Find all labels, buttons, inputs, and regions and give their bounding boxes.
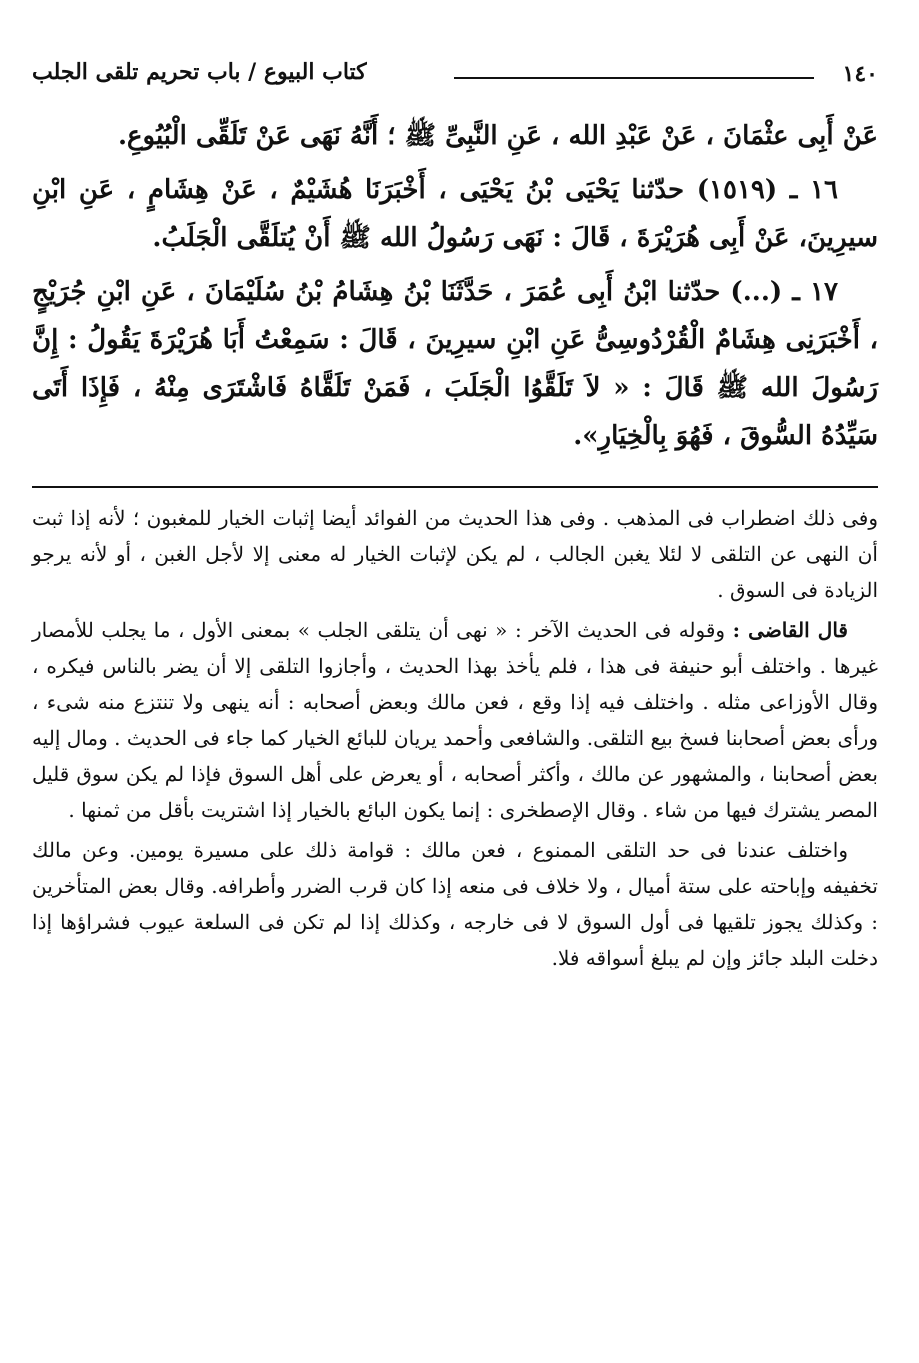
hadith-paragraph: عَنْ أَبِى عثْمَانَ ، عَنْ عَبْدِ الله ، عَنِ النَّبِىِّ ﷺ ؛ أَنَّهُ نَهَى عَنْ تَلَقِّى الْبُيُوعِ. bbox=[117, 121, 878, 151]
hadith-paragraph: ١٧ ـ (...) حدّثنا ابْنُ أَبِى عُمَرَ ، حَدَّثَنَا بْنُ هِشَامُ بْنُ سُلَيْمَانَ ، عَنِ ابْنِ جُرَيْجٍ ، أَخْبَرَنِى هِشَامٌ الْقُرْدُوسِىُّ عَنِ ابْنِ سيرِينَ ، قَالَ : سَمِعْتُ أَبَا هُرَيْرَةَ يَقُولُ : إِنَّ رَسُولَ الله ﷺ قَالَ : « لاَ تَلَقَّوُا الْجَلَبَ ، فَمَنْ تَلَقَّاهُ فَاشْتَرَى مِنْهُ ، فَإِذَا أَتَى سَيِّدُهُ السُّوقَ ، فَهُوَ بِالْخِيَارِ». bbox=[32, 277, 879, 451]
page-header bbox=[32, 55, 878, 95]
hadith-paragraph: ١٦ ـ (١٥١٩) حدّثنا يَحْيَى بْنُ يَحْيَى ، أَخْبَرَنَا هُشَيْمٌ ، عَنْ هِشَامٍ ، عَنِ ابْنِ سيرِينَ، عَنْ أَبِى هُرَيْرَةَ ، قَالَ : نَهَى رَسُولُ الله ﷺ أَنْ يُتلَقَّى الْجَلَبُ. bbox=[32, 175, 878, 253]
commentary-paragraph: واختلف عندنا فى حد التلقى الممنوع ، فعن مالك : قوامة ذلك على مسيرة يومين. وعن مالك تخفيفه وإباحته على ستة أميال ، ولا خلاف فى منعه إذا كان قرب الضرر وأطرافه. وقال بعض المتأخرين : وكذلك يجوز تلقيها فى أول السوق لا فى خارجه ، وكذلك إذا لم تكن فى السلعة عيوب فشراؤها إذا دخلت البلد جائز وإن لم يبلغ أسواقه فلا. bbox=[32, 838, 878, 970]
header-rule bbox=[454, 77, 814, 79]
page-number: ١٤٠ bbox=[842, 61, 878, 87]
running-title: كتاب البيوع / باب تحريم تلقى الجلب bbox=[32, 59, 367, 85]
commentary-text bbox=[32, 500, 878, 980]
commentary-body: وقوله فى الحديث الآخر : « نهى أن يتلقى الجلب » بمعنى الأول ، ما يجلب للأمصار غيرها . واختلف أبو حنيفة فى هذا ، فلم يأخذ بهذا الحديث ، وأجازوا التلقى إلا أن يضر بالناس فيكره ، وقال الأوزاعى مثله . واختلف فيه إذا وقع ، فعن مالك وبعض أصحابه : أنه ينهى ولا تنتزع منه شىء ، ورأى بعض أصحابنا فسخ بيع التلقى. والشافعى وأحمد يريان للبائع الخيار كما جاء فى الحديث . ومال إليه بعض أصحابنا ، والمشهور عن مالك ، وأكثر أصحابه ، أو يعرض على أهل السوق فإذا لم يكن سوق قليل المصر يشترك فيها من شاء . وقال الإصطخرى : إنما يكون البائع بالخيار إذا اشتريت بأقل من ثمنها . bbox=[32, 618, 878, 822]
commentary-paragraph: وفى ذلك اضطراب فى المذهب . وفى هذا الحديث من الفوائد أيضا إثبات الخيار للمغبون ؛ لأنه إذا ثبت أن النهى عن التلقى لا لئلا يغبن الجالب ، لم يكن لإثبات الخيار له معنى إلا لأجل الغبن ، أو لأنه يرجو الزيادة فى السوق . bbox=[32, 506, 878, 602]
commentary-paragraph bbox=[32, 612, 878, 828]
speaker-label: قال القاضى : bbox=[732, 618, 848, 642]
footnote-separator bbox=[32, 486, 878, 488]
hadith-text bbox=[32, 112, 878, 466]
